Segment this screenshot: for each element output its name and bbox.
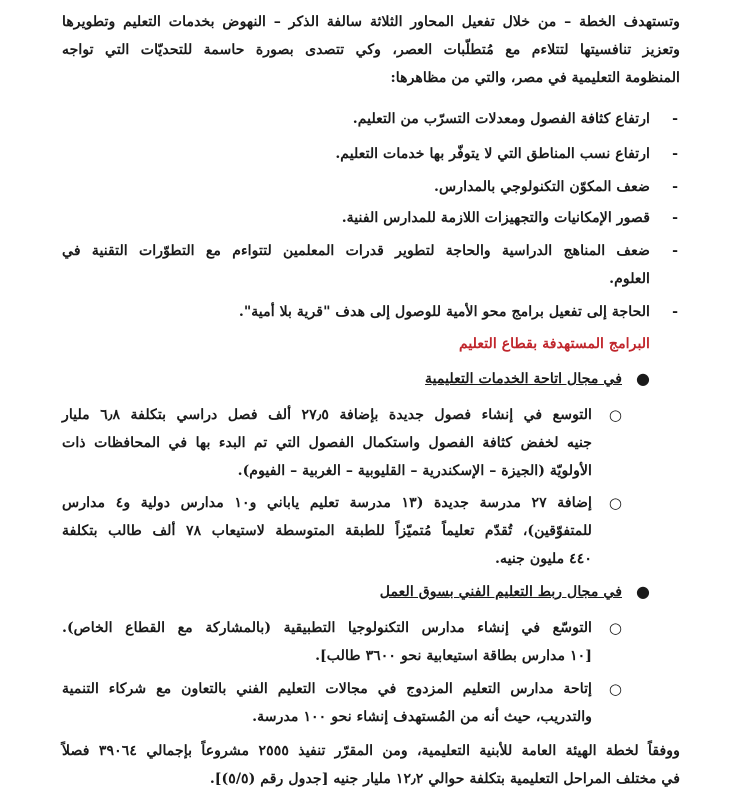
issue-text: ضعف المكوّن التكنولوجي بالمدارس. [434, 179, 650, 195]
issue-text: ارتفاع كثافة الفصول ومعدلات التسرّب من التعليم. [352, 111, 650, 127]
section-2-title: في مجال ربط التعليم الفني بسوق العمل [379, 584, 622, 600]
item-text: إتاحة مدارس التعليم المزدوج في مجالات التعليم الفني بالتعاون مع شركاء التنمية [62, 681, 592, 697]
issue-item-5 [62, 237, 678, 265]
circle-marker: ○ [608, 619, 622, 637]
section-1-item-2-line-2: للمتفوّقين)، تُقدّم تعليماً مُتميّزاً للطبقة المتوسطة لاستيعاب ٧٨ ألف طالب بتكلفة [62, 523, 592, 539]
issue-text: ارتفاع نسب المناطق التي لا يتوفّر بها خدمات التعليم. [335, 146, 650, 162]
intro-line-2: وتعزيز تنافسيتها لتتلاءم مع مُتطلّبات العصر، وكي تتصدى بصورة حاسمة للتحديّات التي تواجه [62, 42, 680, 58]
intro-line-3: المنظومة التعليمية في مصر، والتي من مظاهرها: [390, 70, 680, 86]
closing-line-2: في مختلف المراحل التعليمية بتكلفة حوالي ١٢٫٢ مليار جنيه [جدول رقم (٥/٥)]. [209, 771, 680, 787]
issue-text: الحاجة إلى تفعيل برامج محو الأمية للوصول إلى هدف "قرية بلا أمية". [238, 304, 650, 320]
item-text: التوسّع في إنشاء مدارس التكنولوجيا التطبيقية (بالمشاركة مع القطاع الخاص). [62, 620, 592, 636]
section-2-item-2-line-2: والتدريب، حيث أنه من المُستهدف إنشاء نحو ١٠٠ مدرسة. [252, 709, 592, 725]
circle-marker: ○ [608, 494, 622, 512]
section-2-item-1-line-2: [١٠ مدارس بطاقة استيعابية نحو ٣٦٠٠ طالب]. [315, 648, 592, 664]
bullet-marker: ● [636, 582, 650, 601]
item-text: إضافة ٢٧ مدرسة جديدة (١٣ مدرسة تعليم ياباني و١٠ مدارس دولية و٤ مدارس [62, 495, 593, 511]
section-1-item-2-line-3: ٤٤٠ مليون جنيه. [495, 551, 592, 567]
section-1-item-1 [62, 401, 622, 429]
section-1-title: في مجال اتاحة الخدمات التعليمية [425, 371, 622, 387]
issue-item-6 [62, 298, 678, 326]
programs-heading: البرامج المستهدفة بقطاع التعليم [458, 336, 650, 352]
issue-item-5-cont: العلوم. [609, 271, 650, 287]
closing-line-1: ووفقاً لخطة الهيئة العامة للأبنية التعليمية، ومن المقرّر تنفيذ ٢٥٥٥ مشروعاً بإجمالي ٣٩٠٦٤ فصلاً [62, 743, 680, 759]
issue-item-1 [62, 105, 678, 133]
section-2-item-2 [62, 675, 622, 703]
issue-item-2 [62, 140, 678, 168]
issue-item-3 [62, 173, 678, 201]
issue-text: قصور الإمكانيات والتجهيزات اللازمة للمدارس الفنية. [341, 210, 650, 226]
section-1-item-2 [62, 489, 622, 517]
dash-marker: - [672, 304, 678, 320]
circle-marker: ○ [608, 406, 622, 424]
dash-marker: - [672, 243, 678, 259]
dash-marker: - [672, 146, 678, 162]
intro-line-1: وتستهدف الخطة – من خلال تفعيل المحاور الثلاثة سالفة الذكر – النهوض بخدمات التعليم وتطويرها [62, 14, 680, 30]
issue-text: ضعف المناهج الدراسية والحاجة لتطوير قدرات المعلمين لتتواءم مع التطوّرات التقنية في [62, 243, 650, 259]
section-2-item-1 [62, 614, 622, 642]
section-2-heading [62, 578, 650, 606]
dash-marker: - [672, 111, 678, 127]
circle-marker: ○ [608, 680, 622, 698]
dash-marker: - [672, 179, 678, 195]
item-text: التوسع في إنشاء فصول جديدة بإضافة ٢٧٫٥ ألف فصل دراسي بتكلفة ٦٫٨ مليار [62, 407, 592, 423]
section-1-heading [62, 365, 650, 393]
bullet-marker: ● [636, 369, 650, 388]
dash-marker: - [672, 210, 678, 226]
issue-item-4 [62, 204, 678, 232]
section-1-item-1-line-2: جنيه لخفض كثافة الفصول واستكمال الفصول التي تم البدء بها في المحافظات ذات [62, 435, 592, 451]
section-1-item-1-line-3: الأولويّة (الجيزة – الإسكندرية – القليوبية – الغربية – الفيوم). [237, 463, 592, 479]
